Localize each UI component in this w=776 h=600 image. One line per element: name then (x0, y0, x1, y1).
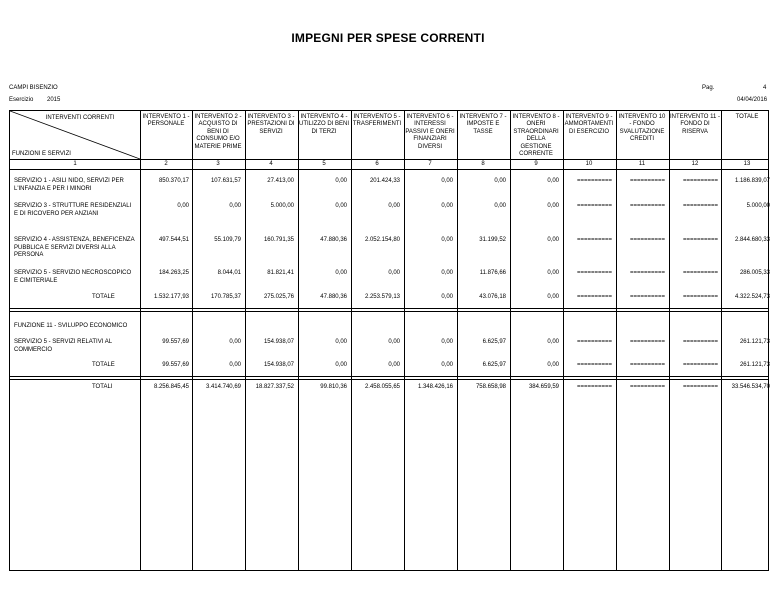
service-label: SERVIZIO 5 - SERVIZIO NECROSCOPICO E CIMITERIALE (14, 270, 132, 284)
value-cell: 18.827.337,52 (255, 384, 294, 390)
column-header: TOTALE (735, 114, 759, 120)
column-number: 7 (428, 161, 432, 167)
value-cell: ========== (682, 237, 718, 243)
value-cell: 170.785,37 (210, 294, 241, 300)
value-cell: 2.052.154,80 (364, 237, 400, 243)
value-cell: 0,00 (229, 203, 241, 209)
value-cell: 11.876,66 (479, 270, 506, 276)
value-cell: 201.424,33 (369, 178, 400, 184)
value-cell: 0,00 (441, 237, 453, 243)
value-cell: 261.121,73 (739, 362, 770, 368)
value-cell: 33.546.534,70 (731, 384, 770, 390)
value-cell: ========== (629, 294, 665, 300)
value-cell: 0,00 (547, 362, 559, 368)
column-header: INTERVENTO 11 - FONDO DI RISERVA (670, 114, 721, 135)
page-label: Pag. (702, 85, 715, 91)
column-header: INTERVENTO 2 - ACQUISTO DI BENI DI CONSUMO E/O MATERIE PRIME (194, 114, 242, 150)
value-cell: 0,00 (335, 362, 347, 368)
value-cell: 55.109,79 (214, 237, 241, 243)
value-cell: 0,00 (388, 339, 400, 345)
value-cell: 1.186.839,07 (734, 178, 770, 184)
value-cell: 0,00 (494, 178, 506, 184)
header-corner-bottom: FUNZIONI E SERVIZI (12, 151, 71, 157)
value-cell: 8.044,01 (217, 270, 241, 276)
value-cell: ========== (682, 178, 718, 184)
service-label: SERVIZIO 5 - SERVIZI RELATIVI AL COMMERCIO (14, 339, 112, 353)
value-cell: 99.557,69 (162, 362, 189, 368)
value-cell: ========== (682, 384, 718, 390)
value-cell: 758.658,98 (475, 384, 506, 390)
header-corner-top: INTERVENTI CORRENTI (45, 115, 115, 121)
total-label: TOTALE (92, 294, 115, 300)
value-cell: ========== (576, 384, 612, 390)
value-cell: ========== (682, 362, 718, 368)
value-cell: 0,00 (494, 203, 506, 209)
value-cell: ========== (682, 294, 718, 300)
value-cell: ========== (629, 178, 665, 184)
value-cell: ========== (629, 203, 665, 209)
value-cell: 0,00 (335, 203, 347, 209)
value-cell: ========== (682, 270, 718, 276)
value-cell: 1.532.177,93 (153, 294, 189, 300)
value-cell: 0,00 (547, 203, 559, 209)
column-header: INTERVENTO 10 - FONDO SVALUTAZIONE CREDITI (618, 114, 666, 143)
value-cell: ========== (682, 203, 718, 209)
value-cell: 850.370,17 (158, 178, 189, 184)
value-cell: 1.348.426,16 (417, 384, 453, 390)
value-cell: 0,00 (547, 237, 559, 243)
value-cell: ========== (576, 270, 612, 276)
column-header: INTERVENTO 9 - AMMORTAMENTI DI ESERCIZIO (564, 114, 614, 135)
value-cell: ========== (576, 294, 612, 300)
value-cell: 286.005,33 (739, 270, 770, 276)
totals-label: TOTALI (92, 384, 113, 390)
value-cell: ========== (629, 237, 665, 243)
value-cell: ========== (576, 339, 612, 345)
value-cell: 107.631,57 (210, 178, 241, 184)
value-cell: 0,00 (177, 203, 189, 209)
value-cell: 81.821,41 (267, 270, 294, 276)
value-cell: 184.263,25 (158, 270, 189, 276)
value-cell: 0,00 (441, 294, 453, 300)
value-cell: 2.458.055,65 (364, 384, 400, 390)
value-cell: 275.025,76 (263, 294, 294, 300)
value-cell: 0,00 (229, 362, 241, 368)
value-cell: 0,00 (547, 294, 559, 300)
value-cell: ========== (629, 339, 665, 345)
total-label: TOTALE (92, 362, 115, 368)
value-cell: 0,00 (547, 270, 559, 276)
value-cell: 0,00 (547, 178, 559, 184)
value-cell: 0,00 (441, 339, 453, 345)
service-label: SERVIZIO 1 - ASILI NIDO, SERVIZI PER L'INFANZIA E PER I MINORI (14, 178, 124, 192)
value-cell: 0,00 (547, 339, 559, 345)
value-cell: 0,00 (388, 270, 400, 276)
column-header: INTERVENTO 3 - PRESTAZIONI DI SERVIZI (247, 114, 295, 135)
value-cell: 0,00 (441, 362, 453, 368)
service-label: SERVIZIO 3 - STRUTTURE RESIDENZIALI E DI RICOVERO PER ANZIANI (14, 203, 132, 217)
value-cell: 31.199,52 (479, 237, 506, 243)
value-cell: 99.810,36 (320, 384, 347, 390)
column-number: 6 (375, 161, 379, 167)
exercise-year: 2015 (47, 97, 61, 103)
column-number: 5 (322, 161, 326, 167)
column-header: INTERVENTO 4 - UTILIZZO DI BENI DI TERZI (299, 114, 350, 135)
value-cell: 3.414.740,69 (205, 384, 241, 390)
value-cell: 160.791,35 (263, 237, 294, 243)
value-cell: 4.322.524,73 (734, 294, 770, 300)
value-cell: ========== (576, 203, 612, 209)
value-cell: 0,00 (229, 339, 241, 345)
value-cell: 43.076,18 (479, 294, 506, 300)
column-number: 10 (585, 161, 593, 167)
column-number: 2 (164, 161, 168, 167)
page-number: 4 (763, 85, 767, 91)
value-cell: 0,00 (335, 339, 347, 345)
value-cell: 27.413,00 (267, 178, 294, 184)
column-number: 8 (481, 161, 485, 167)
value-cell: 47.880,36 (320, 237, 347, 243)
entity-name: CAMPI BISENZIO (9, 85, 58, 91)
column-number: 1 (73, 161, 77, 167)
column-header: INTERVENTO 8 - ONERI STRAORDINARI DELLA GESTIONE CORRENTE (512, 114, 560, 158)
value-cell: 0,00 (441, 178, 453, 184)
value-cell: 497.544,51 (158, 237, 189, 243)
value-cell: 384.659,59 (528, 384, 559, 390)
column-number: 3 (216, 161, 220, 167)
value-cell: 5.000,00 (746, 203, 770, 209)
value-cell: 8.256.845,45 (153, 384, 189, 390)
column-number: 12 (691, 161, 699, 167)
value-cell: ========== (576, 178, 612, 184)
value-cell: 0,00 (388, 362, 400, 368)
column-header: INTERVENTO 7 - IMPOSTE E TASSE (459, 114, 507, 135)
value-cell: 261.121,73 (739, 339, 770, 345)
value-cell: ========== (629, 384, 665, 390)
report-title: IMPEGNI PER SPESE CORRENTI (291, 31, 485, 45)
value-cell: 0,00 (441, 203, 453, 209)
value-cell: ========== (576, 362, 612, 368)
value-cell: ========== (576, 237, 612, 243)
spending-table (9, 110, 769, 571)
service-label: SERVIZIO 4 - ASSISTENZA, BENEFICENZA PUBBLICA E SERVIZI DIVERSI ALLA PERSONA (14, 237, 135, 259)
value-cell: 154.938,07 (263, 362, 294, 368)
function-label: FUNZIONE 11 - SVILUPPO ECONOMICO (14, 323, 128, 329)
column-number: 9 (534, 161, 538, 167)
column-number: 11 (638, 161, 646, 167)
value-cell: 0,00 (388, 203, 400, 209)
column-number: 13 (743, 161, 751, 167)
value-cell: 0,00 (441, 270, 453, 276)
value-cell: 0,00 (335, 178, 347, 184)
column-header: INTERVENTO 6 - INTERESSI PASSIVI E ONERI FINANZIARI DIVERSI (405, 114, 455, 150)
value-cell: ========== (629, 270, 665, 276)
value-cell: ========== (682, 339, 718, 345)
value-cell: 5.000,00 (270, 203, 294, 209)
report-date: 04/04/2016 (737, 97, 768, 103)
column-header: INTERVENTO 5 - TRASFERIMENTI (352, 114, 402, 128)
value-cell: 6.625,97 (482, 362, 506, 368)
value-cell: 6.625,97 (482, 339, 506, 345)
value-cell: 154.938,07 (263, 339, 294, 345)
value-cell: 2.253.579,13 (364, 294, 400, 300)
value-cell: 2.844.680,33 (734, 237, 770, 243)
exercise-label: Esercizio (9, 97, 34, 103)
value-cell: ========== (629, 362, 665, 368)
column-header: INTERVENTO 1 - PERSONALE (142, 114, 190, 128)
value-cell: 47.880,36 (320, 294, 347, 300)
column-number: 4 (269, 161, 273, 167)
value-cell: 99.557,69 (162, 339, 189, 345)
value-cell: 0,00 (335, 270, 347, 276)
